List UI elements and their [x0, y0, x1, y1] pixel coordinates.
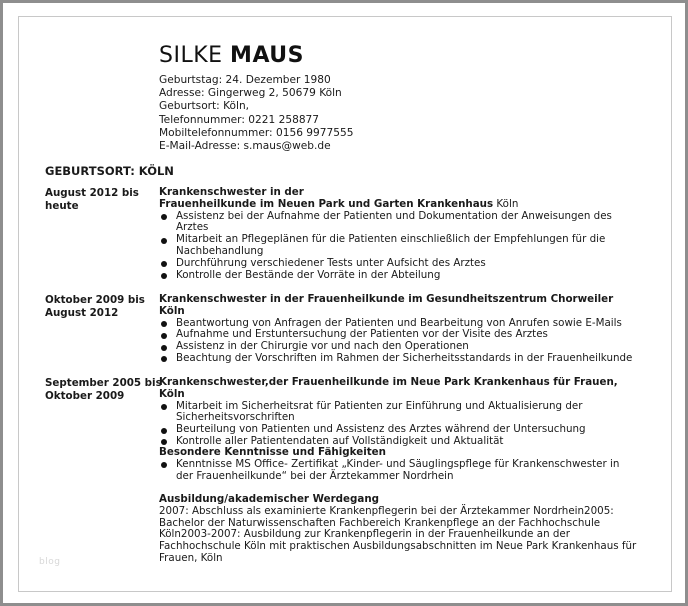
section-heading: GEBURTSORT: KÖLN [45, 164, 174, 178]
entry-date-line: August 2012 [45, 306, 119, 319]
entry-body [159, 377, 637, 448]
entry-title [159, 187, 637, 211]
entry-date-line: Oktober 2009 [45, 389, 125, 402]
entry-bullets [159, 318, 637, 365]
contact-birthplace: Geburtsort: Köln, [159, 100, 250, 113]
education-body [159, 494, 637, 565]
contact-address: Adresse: Gingerweg 2, 50679 Köln [159, 87, 342, 100]
education-text: 2007: Abschluss als examinierte Krankenpflegerin bei der Ärztekammer Nordrhein2005: Bachelor der Naturwissenschaften Fachbereich Krankenpflege an der Fachhochschule Köln2003-2007: Ausbildung zur Krankenpflegerin in der Frauenheilkunde an der Fachhochschule Köln mit praktischen Ausbildungsabschnitten im Neue Park Krankenhaus für Frauen, Köln [159, 504, 637, 564]
entry-title-city: Köln [493, 197, 519, 210]
entry-bullets [159, 211, 637, 282]
bullet-item: Beachtung der Vorschriften im Rahmen der Sicherheitsstandards in der Frauenheilkunde [159, 353, 637, 365]
bullet-item: Kontrolle aller Patientendaten auf Vollständigkeit und Aktualität [159, 436, 637, 448]
entry-date [45, 187, 139, 212]
entry-title-line: Krankenschwester in der [159, 186, 304, 198]
skills-title: Besondere Kenntnisse und Fähigkeiten [159, 446, 386, 458]
last-name: MAUS [230, 43, 304, 68]
first-name: SILKE [159, 43, 223, 68]
contact-mobile: Mobiltelefonnummer: 0156 9977555 [159, 126, 354, 139]
bullet-item: Durchführung verschiedener Tests unter Aufsicht des Arztes [159, 258, 637, 270]
contact-email: E-Mail-Adresse: s.maus@web.de [159, 140, 331, 153]
entry-date [45, 377, 162, 402]
bullet-item: Beantwortung von Anfragen der Patienten und Bearbeitung von Anrufen sowie E-Mails [159, 318, 637, 330]
bullet-item: Beurteilung von Patienten und Assistenz des Arztes während der Untersuchung [159, 424, 637, 436]
bullet-item: Kontrolle der Bestände der Vorräte in der Abteilung [159, 270, 637, 282]
entry-bullets [159, 401, 637, 448]
contact-block [159, 74, 354, 153]
entry-title [159, 294, 637, 318]
entry-date-line: Oktober 2009 bis [45, 294, 145, 306]
bullet-item: Mitarbeit im Sicherheitsrat für Patienten zur Einführung und Aktualisierung der Sicherheitsvorschriften [159, 401, 637, 425]
skills-bullets [159, 459, 637, 483]
entry-date-line: August 2012 bis [45, 187, 139, 199]
entry-title-line: Krankenschwester in der Frauenheilkunde im Gesundheitszentrum Chorweiler [159, 293, 614, 305]
watermark: blog [39, 557, 61, 567]
entry-date-line: September 2005 bis [45, 377, 162, 389]
bullet-item: Assistenz bei der Aufnahme der Patienten und Dokumentation der Anweisungen des Arztes [159, 211, 637, 235]
resume-name [159, 43, 304, 68]
entry-title [159, 377, 637, 401]
entry-title-line: Krankenschwester,der Frauenheilkunde im Neue Park Krankenhaus für Frauen, Köln [159, 376, 618, 400]
entry-title-line: Frauenheilkunde im Neuen Park und Garten Krankenhaus [159, 197, 494, 210]
entry-body [159, 187, 637, 281]
bullet-item: Mitarbeit an Pflegeplänen für die Patienten einschließlich der Empfehlungen für die Nachbehandlung [159, 234, 637, 258]
contact-birthday: Geburtstag: 24. Dezember 1980 [159, 74, 331, 86]
resume-page [18, 16, 672, 592]
entry-body [159, 294, 637, 365]
skills-body [159, 447, 637, 482]
entry-date [45, 294, 145, 319]
contact-phone: Telefonnummer: 0221 258877 [159, 113, 320, 126]
bullet-item: Kenntnisse MS Office- Zertifikat „Kinder- und Säuglingspflege für Krankenschwester in der Frauenheilkunde“ bei der Ärztekammer Nordrhein [159, 459, 637, 483]
bullet-item: Assistenz in der Chirurgie vor und nach den Operationen [159, 341, 637, 353]
entry-date-line: heute [45, 199, 79, 212]
entry-title-line: Köln [159, 304, 185, 317]
education-title: Ausbildung/akademischer Werdegang [159, 493, 380, 505]
bullet-item: Aufnahme und Erstuntersuchung der Patienten vor der Visite des Arztes [159, 329, 637, 341]
